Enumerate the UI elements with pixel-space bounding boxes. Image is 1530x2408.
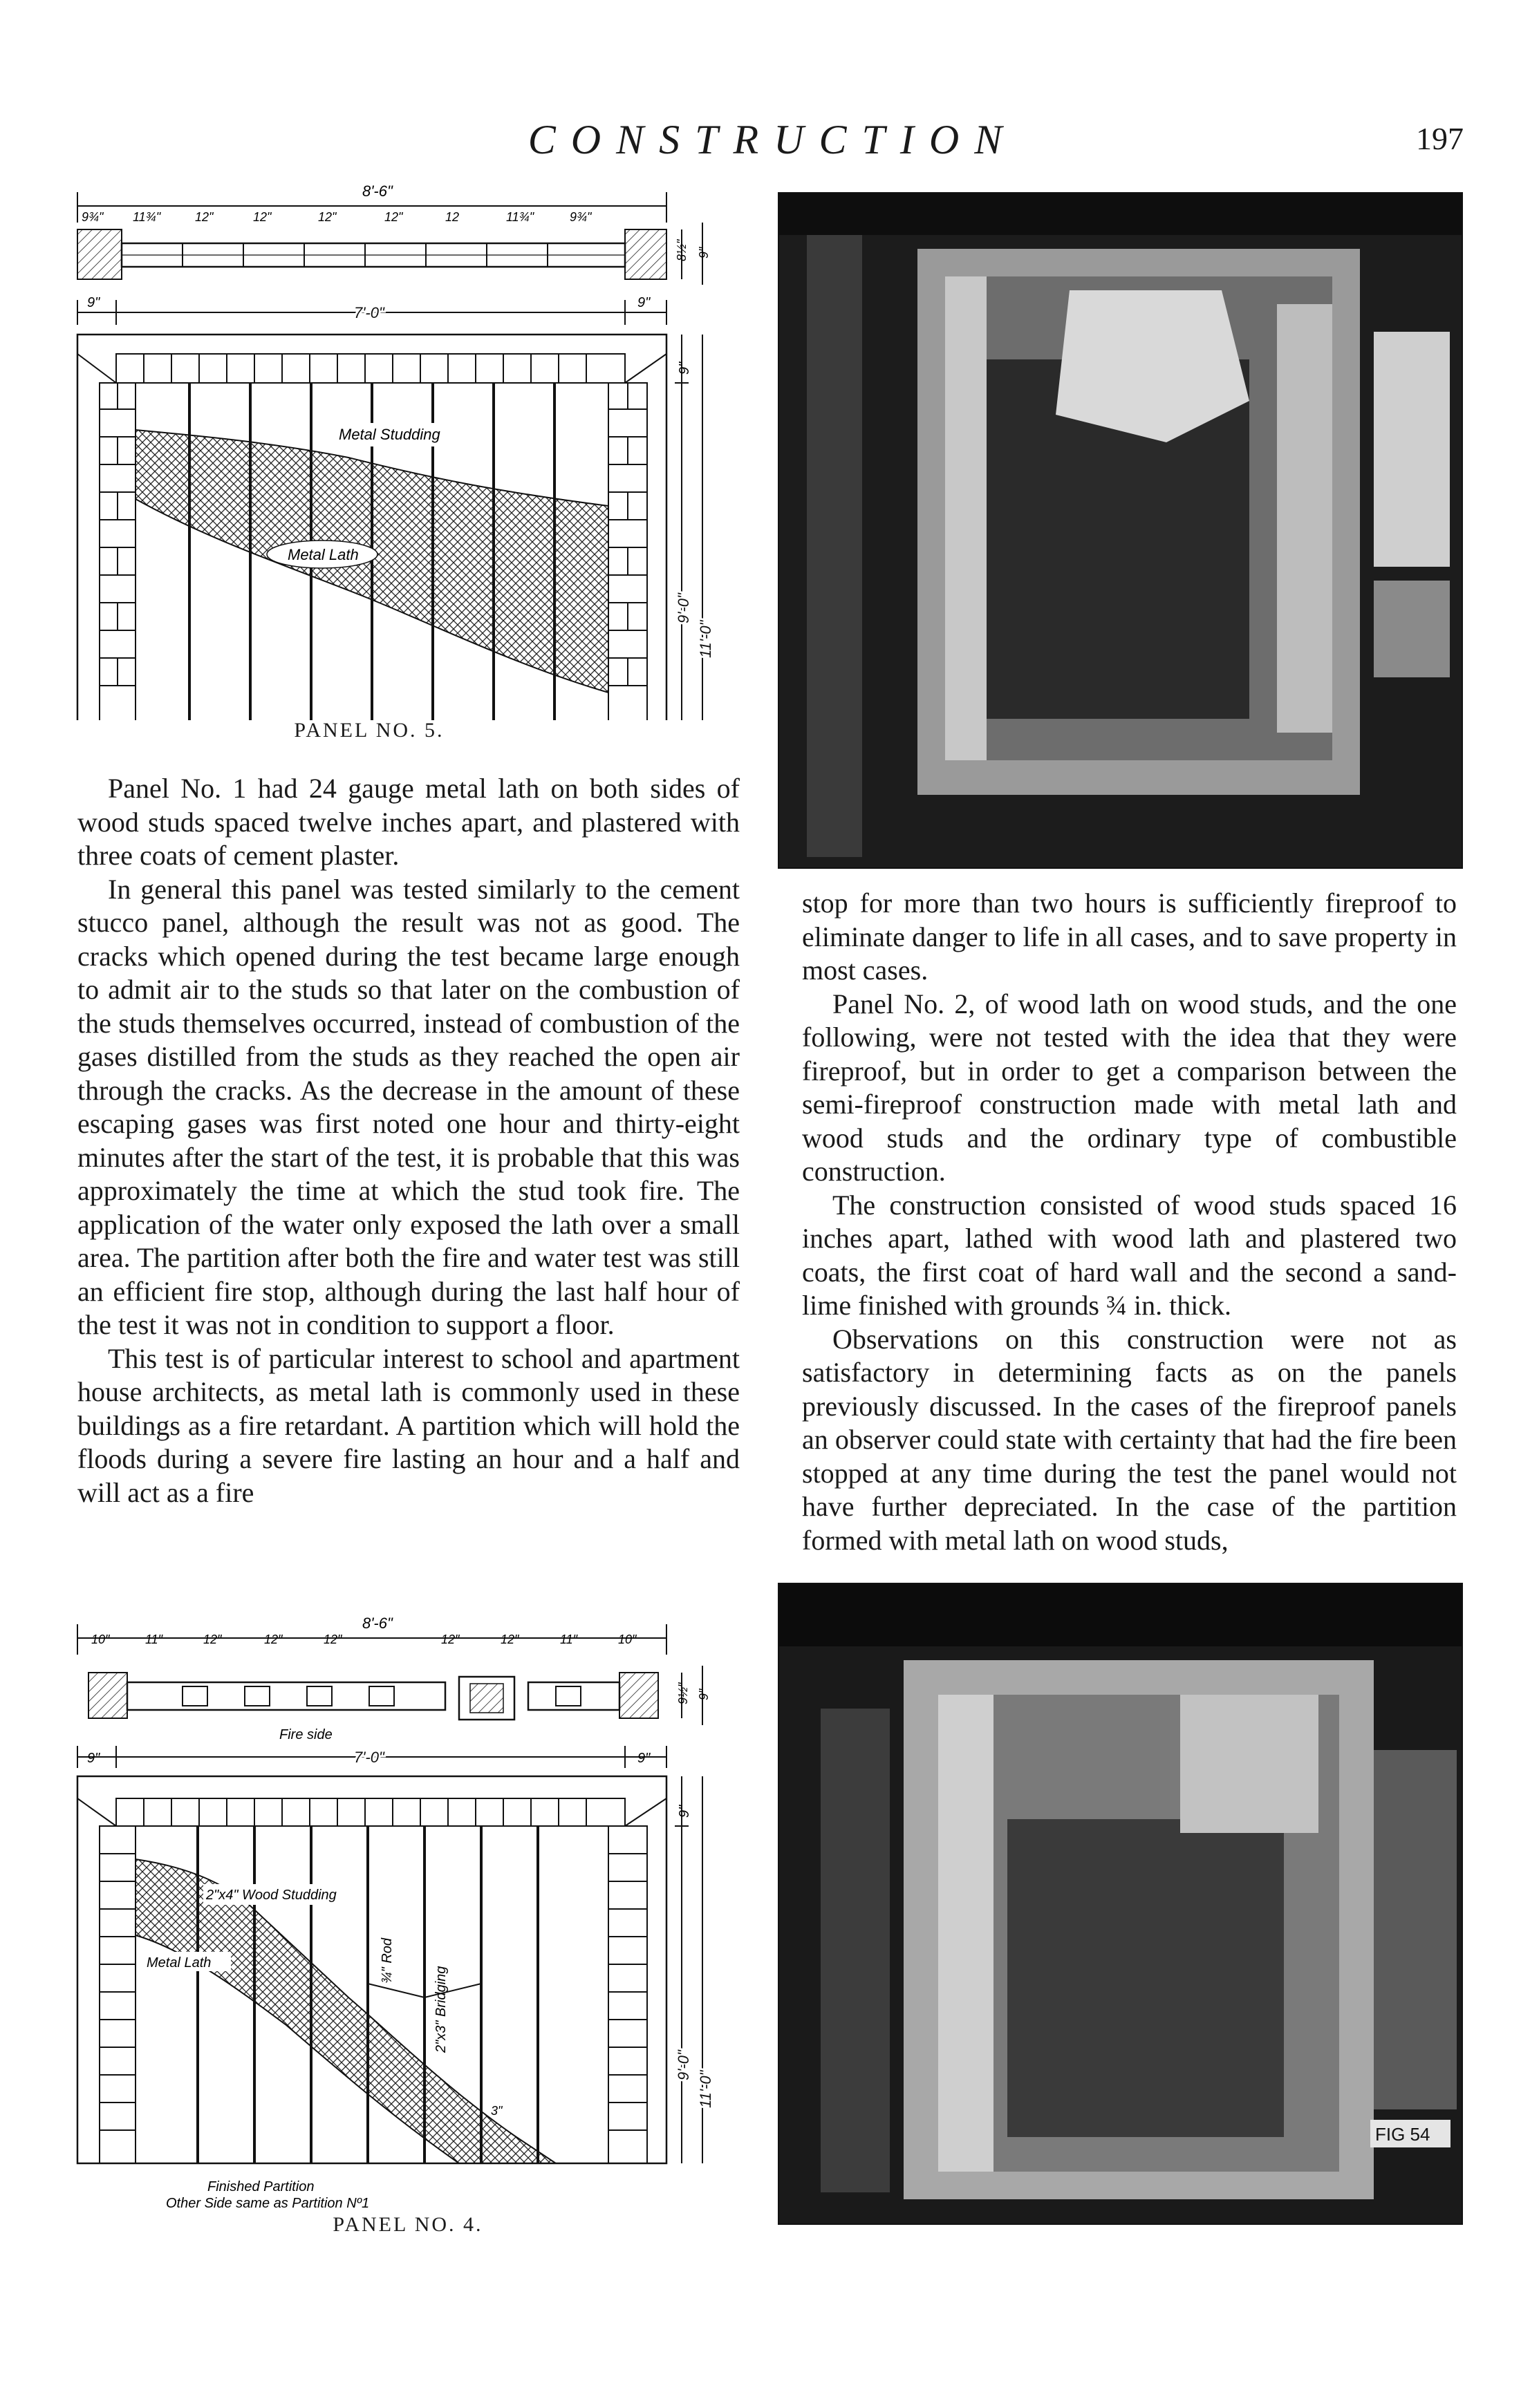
- caption-panel-5: PANEL NO. 5.: [294, 719, 445, 742]
- dim-top: 12": [264, 1633, 283, 1646]
- paragraph: Observations on this construction were not as satisfactory in determining facts as on the panels previously discussed. In the cases of the fireproof panels an observer could state with certainty that had the fire been stopped at any time during the test the panel would not have further depreciated. In the case of the partition formed with metal lath on wood studs,: [802, 1323, 1457, 1556]
- label-metal-studding: Metal Studding: [339, 426, 440, 443]
- dim-right: 11'-0": [697, 620, 714, 658]
- paragraph: Panel No. 2, of wood lath on wood studs, and the one following, were not tested with the idea that they were fireproof, but in order to get a comparison between the semi-fireproof construction made with metal lath and wood studs and the ordinary type of combustible construction.: [802, 988, 1457, 1187]
- dim-mid: 7'-0": [354, 304, 384, 321]
- dim-top: 12": [318, 210, 337, 224]
- dim-top: 12: [445, 210, 460, 224]
- running-title: CONSTRUCTION: [528, 117, 1018, 162]
- dim-top: 9¾": [82, 210, 104, 224]
- figure-tag: FIG 54: [1375, 2124, 1430, 2145]
- paragraph: The construction consisted of wood studs spaced 16 inches apart, lathed with wood lath and plastered two coats, the first coat of hard wall and the second a sand-lime finished with grounds ¾ in. thick.: [802, 1189, 1457, 1321]
- dim-right: 9½": [676, 1682, 690, 1704]
- caption-panel-4: PANEL NO. 4.: [333, 2213, 483, 2236]
- dim-right: 9'-0": [675, 593, 692, 623]
- dim-right: 9": [677, 1805, 692, 1818]
- label-metal-lath: Metal Lath: [147, 1955, 212, 1970]
- dim-right: 11'-0": [697, 2070, 714, 2108]
- photo-panel-after-fire-bottom: [778, 1583, 1463, 2225]
- dim-top: 12": [384, 210, 403, 224]
- dim-top: 11¾": [506, 210, 534, 224]
- paragraph: In general this panel was tested similarly to the cement stucco panel, although the result was not as good. The cracks which opened during the test became large enough to admit air to the studs so that later on the combustion of the studs themselves occurred, instead of combustion of the gases distilled from the studs as they reached the open air through the cracks. As the decrease in the amount of these escaping gases was first noted one hour and thirty-eight minutes after the start of the test, it is probable that this was approximately the time at which the stud took fire. The application of the water only exposed the lath over a small area. The partition after both the fire and water test was still an efficient fire stop, although during the last half hour of the test it was not in condition to support a floor.: [77, 873, 740, 1340]
- paragraph: stop for more than two hours is sufficiently fireproof to eliminate danger to life in all cases, and to save property in most cases.: [802, 887, 1457, 986]
- photo-panel-after-fire-top: [778, 192, 1463, 869]
- paragraph: This test is of particular interest to school and apartment house architects, as metal lath is commonly used in these buildings as a fire retardant. A partition which will hold the floods during a severe fire lasting an hour and a half and will act as a fire: [77, 1342, 740, 1508]
- dim-top: 12": [324, 1633, 342, 1646]
- dim-mid: 9": [637, 295, 651, 310]
- label-metal-lath: Metal Lath: [288, 546, 359, 563]
- dim-top: 9¾": [570, 210, 592, 224]
- page-header: [0, 116, 1530, 171]
- label-bridging: 2"x3" Bridging: [433, 1966, 449, 2053]
- dim-mid: 9": [87, 295, 100, 310]
- dim-right: 8½": [675, 239, 689, 261]
- label-fire-side: Fire side: [279, 1727, 333, 1742]
- dim-mid: 9": [87, 1751, 100, 1766]
- dim-top: 11¾": [133, 210, 161, 224]
- dim-right: 9'-0": [675, 2050, 692, 2080]
- dim-top: 11": [560, 1633, 578, 1646]
- dim-right: 9": [697, 247, 711, 258]
- dim-top: 12": [203, 1633, 222, 1646]
- dim-top: 10": [91, 1633, 110, 1646]
- dim-top: 12": [195, 210, 214, 224]
- label-wood-studding: 2"x4" Wood Studding: [206, 1888, 337, 1903]
- dim-top: 10": [618, 1633, 637, 1646]
- dim-top: 12": [441, 1633, 460, 1646]
- dim-top: 12": [501, 1633, 519, 1646]
- label-three-inch: 3": [491, 2104, 503, 2118]
- label-rod: ¾" Rod: [380, 1937, 395, 1984]
- paragraph: Panel No. 1 had 24 gauge metal lath on both sides of wood studs spaced twelve inches apart, and plastered with three coats of cement plaster.: [77, 773, 740, 871]
- page-number: 197: [1416, 121, 1464, 156]
- panel-4-drawing: [72, 1610, 749, 2219]
- note-other-side: Other Side same as Partition Nº1: [166, 2196, 370, 2211]
- note-finished-partition: Finished Partition: [207, 2179, 315, 2194]
- dim-mid: 7'-0": [354, 1749, 384, 1766]
- dim-overall-top: 8'-6": [362, 182, 393, 200]
- dim-top: 11": [145, 1633, 163, 1646]
- dim-top: 12": [253, 210, 272, 224]
- dim-right: 9": [697, 1689, 711, 1700]
- text-column-left: [77, 772, 740, 1509]
- text-column-right: [802, 887, 1457, 1557]
- dim-mid: 9": [637, 1751, 651, 1766]
- panel-5-drawing: [72, 181, 749, 720]
- dim-overall-top: 8'-6": [362, 1615, 393, 1632]
- dim-right: 9": [677, 361, 692, 375]
